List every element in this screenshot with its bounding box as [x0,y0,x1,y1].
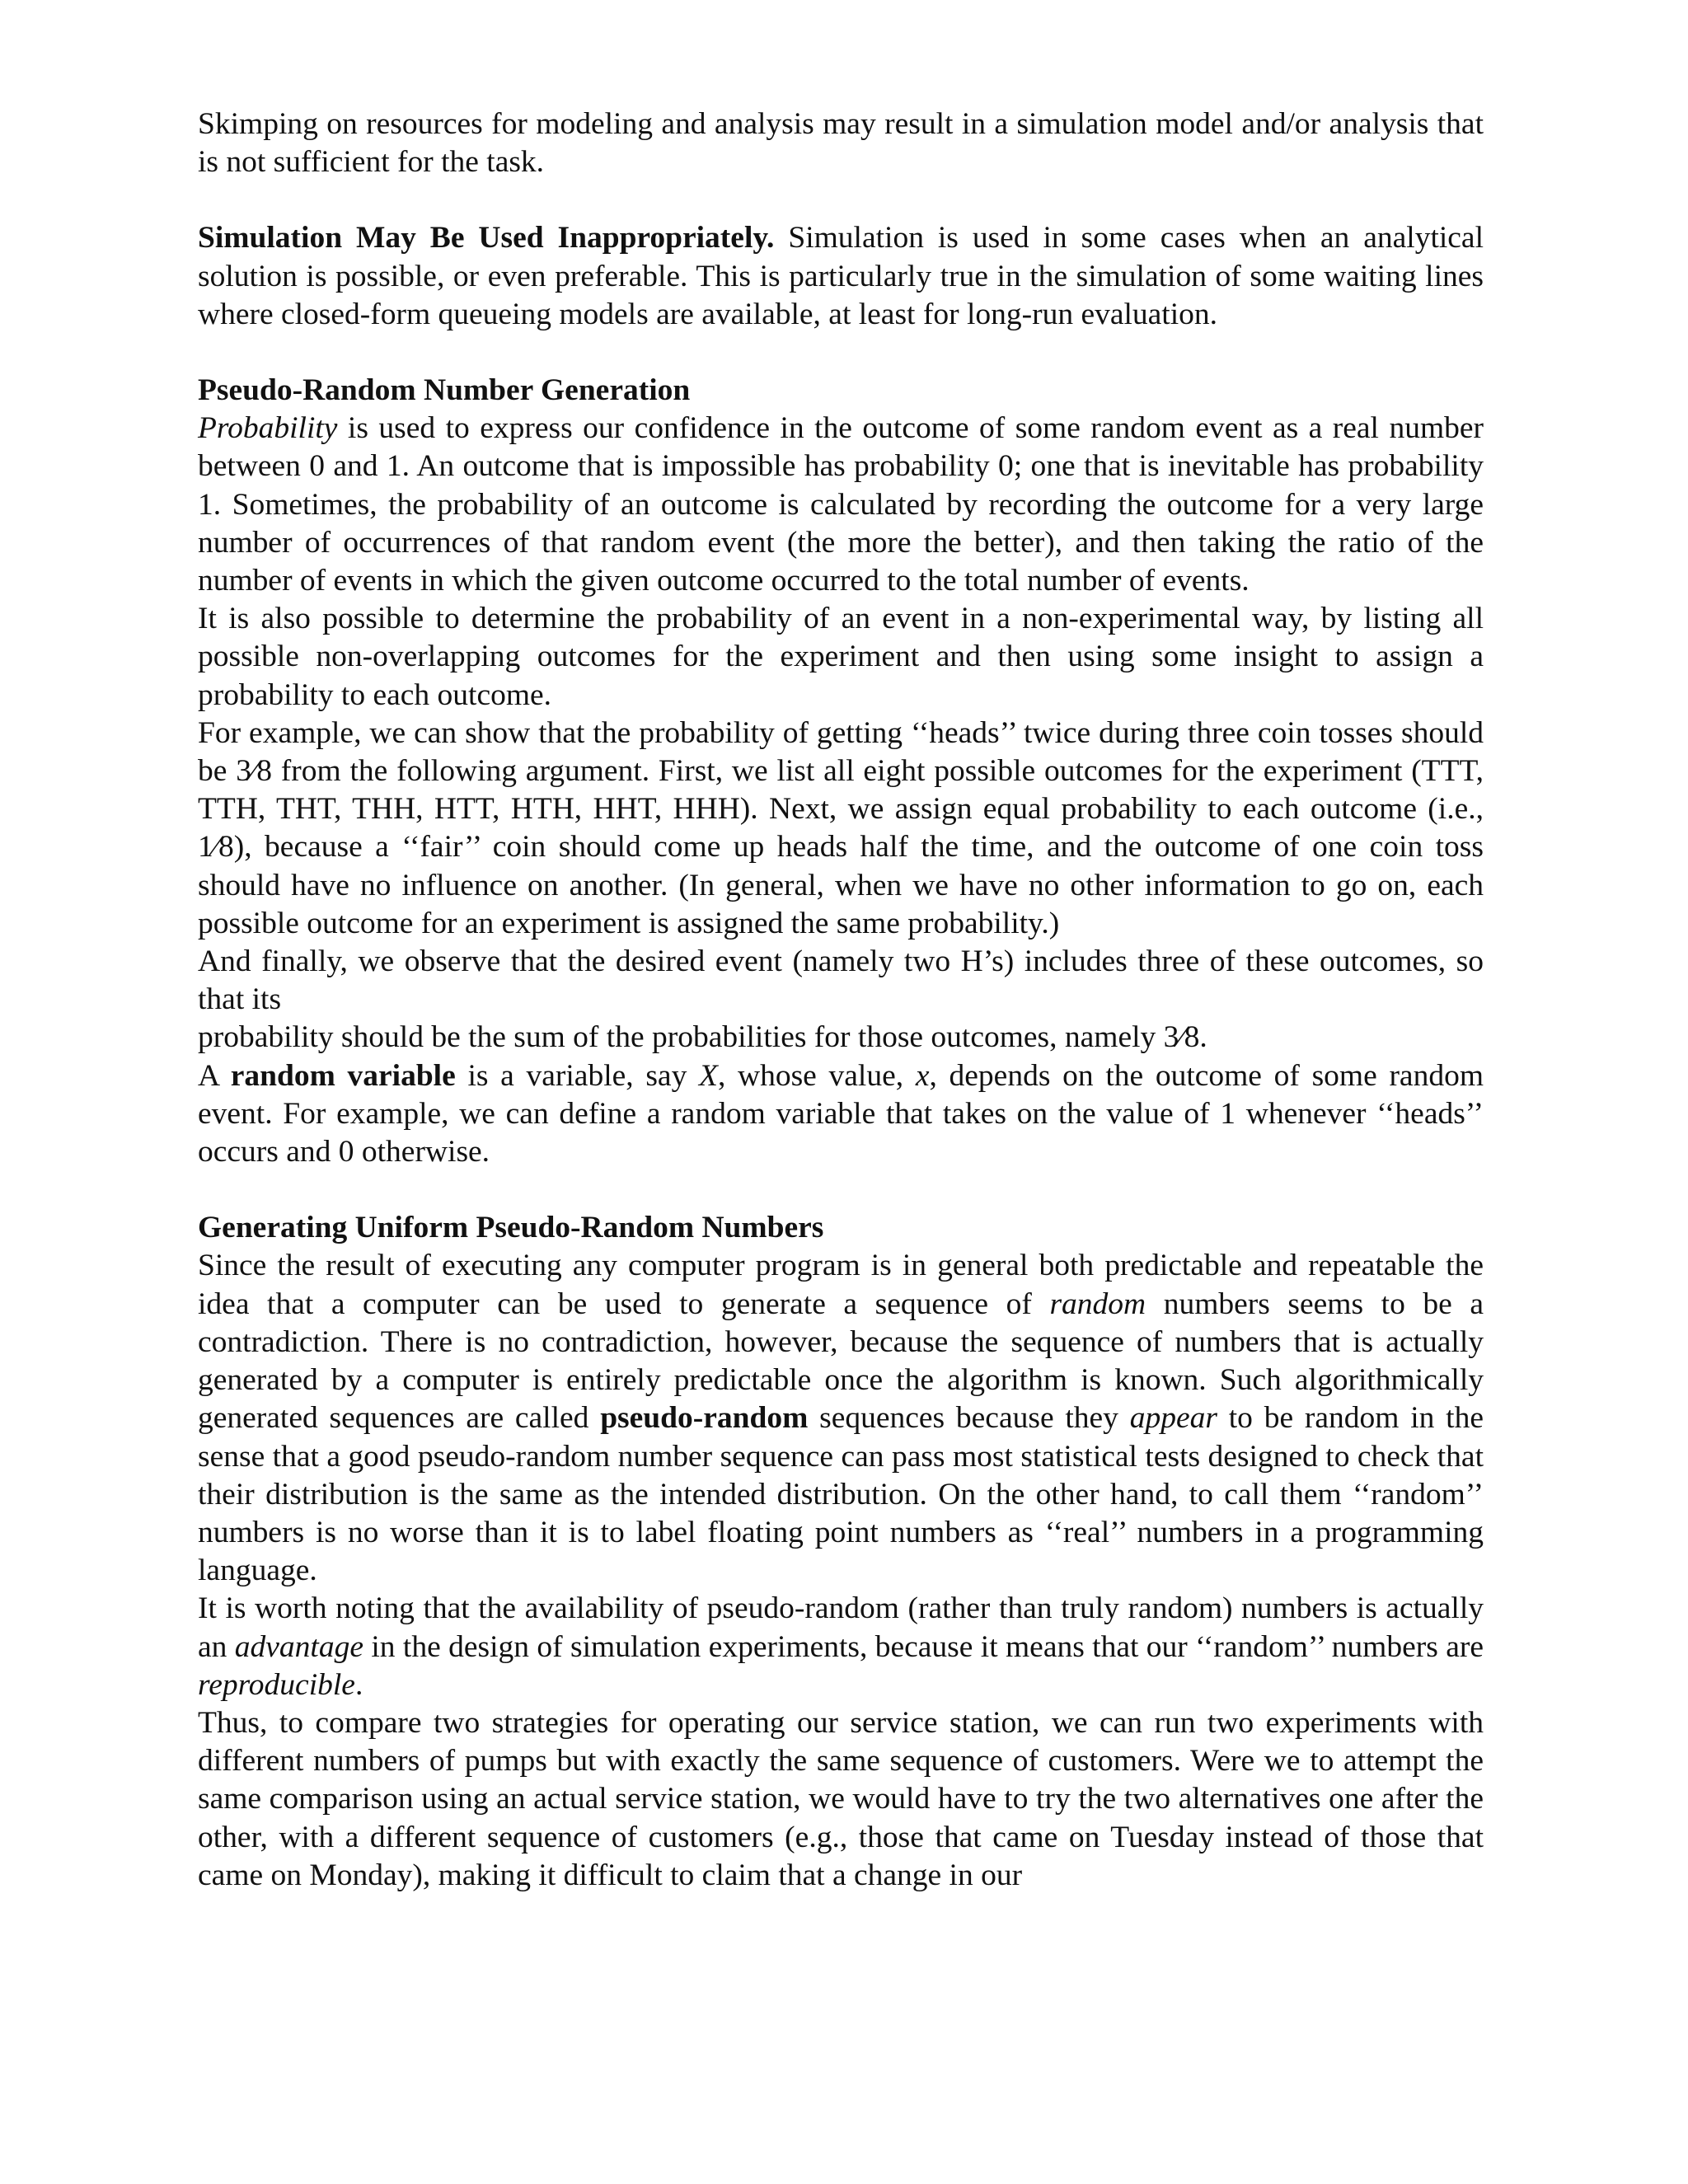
variable-x: x [915,1058,930,1093]
paragraph-gap [198,181,1484,219]
paragraph-skimping: Skimping on resources for modeling and analysis may result in a simulation model and/or analysis that is not sufficient for the task. [198,107,1484,180]
paragraph-service-station: Thus, to compare two strategies for operating our service station, we can run two experiments with different numbers of pumps but with exactly the same sequence of customers. Were we to attempt the same comparison using an actual service station, we would have to try the two alternatives one after the other, with a different sequence of customers (e.g., those that came on Tuesday instead of those that came on Monday), making it difficult to claim that a change in our [198,1705,1484,1892]
text-run: , whose value, [717,1058,916,1093]
paragraph-non-experimental: It is also possible to determine the probability of an event in a non-experimental way, by listing all possible non-overlapping outcomes for the experiment and then using some insight to assign a probability to each outcome. [198,602,1484,712]
emphasis-reproducible: reproducible [198,1667,355,1702]
variable-X: X [699,1058,718,1093]
run-in-heading: Simulation May Be Used Inappropriately. [198,221,775,255]
emphasis-advantage: advantage [234,1629,363,1664]
paragraph-coin-example: For example, we can show that the probability of getting ‘‘heads’’ twice during three coin tosses should be 3⁄8 from the following argument. First, we list all eight possible outcomes for the experiment (TTT, TTH, THT, THH, HTT, HTH, HHT, HHH). Next, we assign equal probability to each outcome (i.e., 1⁄8), because a ‘‘fair’’ coin should come up heads half the time, and the outcome of one coin toss should have no influence on another. (In general, when we have no other information to go on, each possible outcome for an experiment is assigned the same probability.) [198,715,1484,940]
bold-term: random variable [230,1058,456,1093]
paragraph-random-variable [198,1057,1484,1172]
text-run: to be random in the sense that a good pseudo-random number sequence can pass most statistical tests designed to check that their distribution is the same as the intended distribution. On the other hand, to call them ‘‘random’’ numbers is no worse than it is to label floating point numbers as ‘‘real’’ numbers in a programming language. [198,1401,1484,1588]
text-run: in the design of simulation experiments, because it means that our ‘‘random’’ numbers are [363,1629,1484,1664]
emphasis-appear: appear [1129,1401,1217,1436]
text-run: sequences because they [808,1401,1130,1436]
paragraph-inappropriate-use [198,219,1484,334]
emphasis-term: Probability [198,411,338,446]
text-run: . [354,1667,363,1702]
paragraph-advantage [198,1590,1484,1704]
text-run: is a variable, say [455,1058,700,1093]
text-run: A [198,1058,231,1093]
paragraph-text: is used to express our confidence in the outcome of some random event as a real number between 0 and 1. An outcome that is impossible has probability 0; one that is inevitable has probability 1. Sometimes, the probability of an outcome is calculated by recording the outcome for a very large number of occurrences of that random event (the more the better), and then taking the ratio of the number of events in which the given outcome occurred to the total number of events. [198,411,1484,598]
paragraph-finally: And finally, we observe that the desired event (namely two H’s) includes three of these outcomes, so that its [198,944,1484,1017]
paragraph-predictable [198,1247,1484,1590]
paragraph-probability-sum: probability should be the sum of the probabilities for those outcomes, namely 3⁄8. [198,1020,1207,1055]
paragraph-gap [198,334,1484,372]
text-run: It is worth noting that the availability of pseudo-random (rather than truly random) numbers is actually an [198,1591,1484,1664]
paragraph-text: Simulation is used in some cases when an analytical solution is possible, or even preferable. This is particularly true in the simulation of some waiting lines where closed-form queueing models are available, at least for long-run evaluation. [198,221,1484,331]
paragraph-probability [198,410,1484,600]
bold-pseudo-random: pseudo-random [600,1401,809,1436]
section-heading-uniform: Generating Uniform Pseudo-Random Numbers [198,1211,824,1245]
text-run: , depends on the outcome of some random event. For example, we can define a random variable that takes on the value of 1 whenever ‘‘heads’’ occurs and 0 otherwise. [198,1058,1484,1169]
section-heading-pseudo-random: Pseudo-Random Number Generation [198,373,691,408]
text-run: Since the result of executing any computer program is in general both predictable and repeatable the idea that a computer can be used to generate a sequence of [198,1249,1484,1321]
document-page [198,105,1484,1895]
text-run: numbers seems to be a contradiction. There is no contradiction, however, because the sequence of numbers that is actually generated by a computer is entirely predictable once the algorithm is known. Such algorithmically generated sequences are called [198,1286,1484,1436]
emphasis-random: random [1049,1286,1146,1321]
paragraph-gap [198,1171,1484,1209]
